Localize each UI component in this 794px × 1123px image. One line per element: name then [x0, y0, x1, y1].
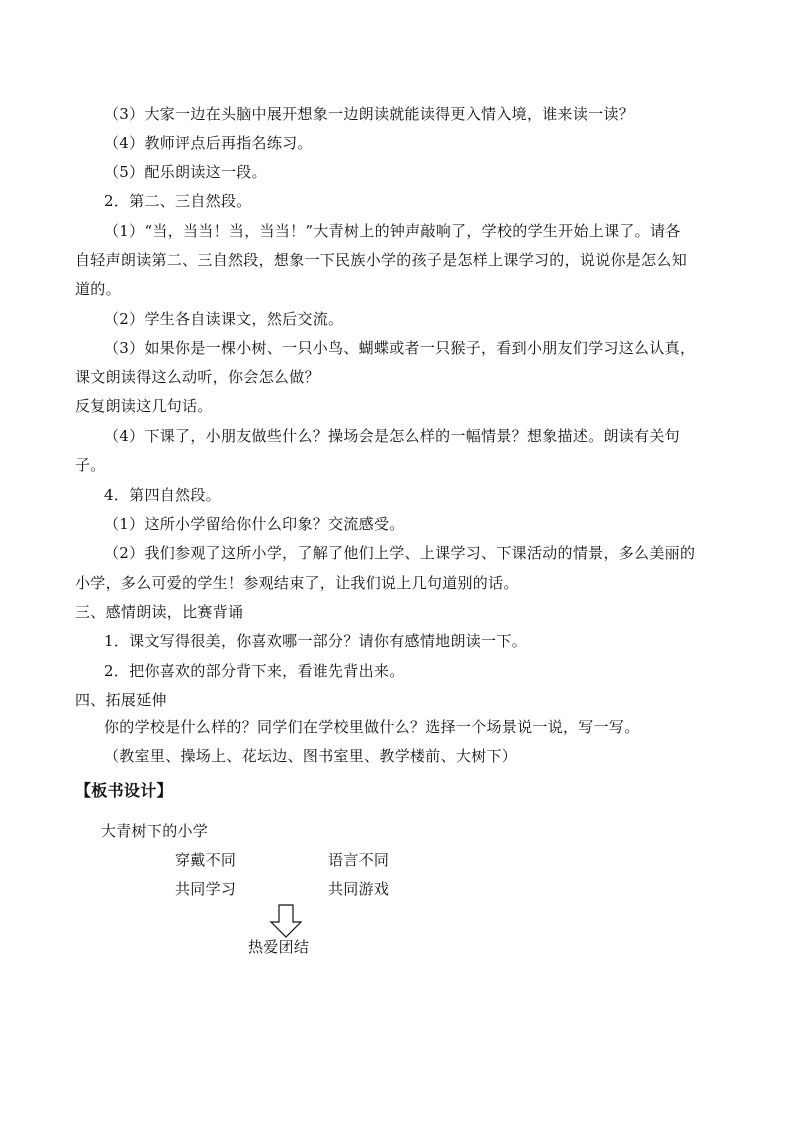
paragraph-line: （教室里、操场上、花坛边、图书室里、教学楼前、大树下） — [104, 747, 518, 765]
paragraph-line: （4）下课了，小朋友做些什么？操场会是怎么样的一幅情景？想象描述。朗读有关句 — [104, 427, 680, 445]
board-summary: 热爱团结 — [248, 938, 310, 956]
section-item: 4．第四自然段。 — [104, 486, 221, 504]
paragraph-line: （2）学生各自读课文，然后交流。 — [104, 310, 344, 328]
board-item: 共同学习 — [175, 880, 237, 898]
paragraph-line: 反复朗读这几句话。 — [75, 397, 213, 415]
section-heading: 三、感情朗读，比赛背诵 — [75, 603, 244, 621]
section-item: 2．第二、三自然段。 — [104, 192, 252, 210]
board-heading: 【板书设计】 — [75, 781, 173, 800]
paragraph-line: 道的。 — [75, 280, 121, 298]
down-arrow-outline-icon — [269, 904, 303, 938]
paragraph-line: 课文朗读得这么动听，你会怎么做？ — [75, 368, 320, 386]
section-heading: 四、拓展延伸 — [75, 691, 167, 709]
paragraph-line: 子。 — [75, 456, 106, 474]
paragraph-line: 1．课文写得很美，你喜欢哪一部分？请你有感情地朗读一下。 — [104, 632, 527, 650]
paragraph-line: （5）配乐朗读这一段。 — [104, 163, 267, 181]
paragraph-line: （1）“当，当当！当，当当！”大青树上的钟声敲响了，学校的学生开始上课了。请各 — [104, 222, 681, 240]
paragraph-line: （3）大家一边在头脑中展开想象一边朗读就能读得更入情入境，谁来读一读？ — [104, 105, 635, 123]
paragraph-line: （2）我们参观了这所小学，了解了他们上学、上课学习、下课活动的情景，多么美丽的 — [104, 544, 696, 562]
paragraph-line: 你的学校是什么样的？同学们在学校里做什么？选择一个场景说一说，写一写。 — [104, 718, 640, 736]
paragraph-line: （4）教师评点后再指名练习。 — [104, 134, 313, 152]
board-item: 语言不同 — [328, 851, 390, 869]
paragraph-line: 小学，多么可爱的学生！参观结束了，让我们说上几句道别的话。 — [75, 574, 519, 592]
board-item: 共同游戏 — [328, 880, 390, 898]
paragraph-line: （3）如果你是一棵小树、一只小鸟、蝴蝶或者一只猴子，看到小朋友们学习这么认真， — [104, 339, 696, 357]
board-title: 大青树下的小学 — [101, 822, 209, 840]
paragraph-line: （1）这所小学留给你什么印象？交流感受。 — [104, 515, 405, 533]
paragraph-line: 自轻声朗读第二、三自然段，想象一下民族小学的孩子是怎样上课学习的，说说你是怎么知 — [75, 251, 688, 269]
board-item: 穿戴不同 — [175, 851, 237, 869]
paragraph-line: 2．把你喜欢的部分背下来，看谁先背出来。 — [104, 662, 405, 680]
